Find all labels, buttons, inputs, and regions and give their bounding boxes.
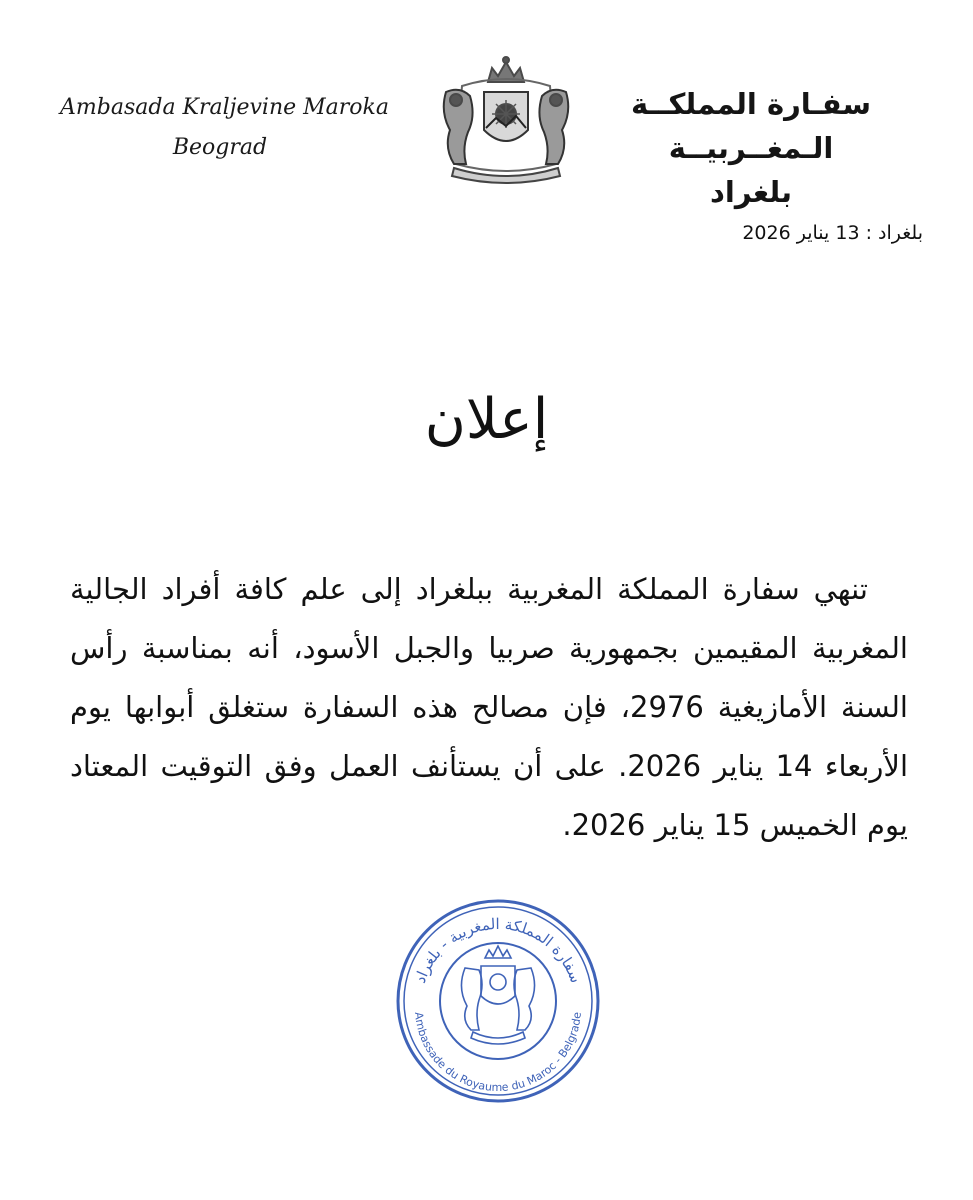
document-date: بلغراد : 13 يناير 2026	[742, 222, 923, 244]
latin-letterhead	[60, 88, 389, 168]
arabic-city-name: بلغراد	[710, 175, 792, 209]
announcement-body-text: تنهي سفارة المملكة المغربية ببلغراد إلى علم كافة أفراد الجالية المغربية المقيمين بجمهورية صربيا والجبل الأسود، أنه بمناسبة رأس السنة الأمازيغية 2976، فإن مصالح هذه السفارة ستغلق أبوابها يوم الأربعاء 14 يناير 2026. على أن يستأنف العمل وفق التوقيت المعتاد يوم الخميس 15 يناير 2026.	[70, 572, 908, 842]
official-embassy-stamp	[393, 896, 603, 1106]
stamp-emblem	[461, 946, 534, 1044]
announcement-body	[70, 560, 908, 855]
svg-text:سفارة المملكة المغربية - بلغرا	[411, 915, 585, 985]
arabic-letterhead	[581, 82, 921, 214]
latin-city-name: Beograd	[172, 135, 268, 160]
coat-of-arms-emblem	[432, 52, 580, 186]
latin-embassy-name: Ambasada Kraljevine Maroka	[60, 95, 389, 120]
stamp-french-text: Ambassade du Royaume du Maroc - Belgrade	[412, 1011, 584, 1095]
stamp-arabic-text: سفارة المملكة المغربية - بلغراد	[410, 915, 586, 986]
announcement-title: إعلان	[424, 387, 549, 452]
arabic-embassy-name: سفـارة المملكــة الـمغــربيــة	[631, 87, 871, 165]
